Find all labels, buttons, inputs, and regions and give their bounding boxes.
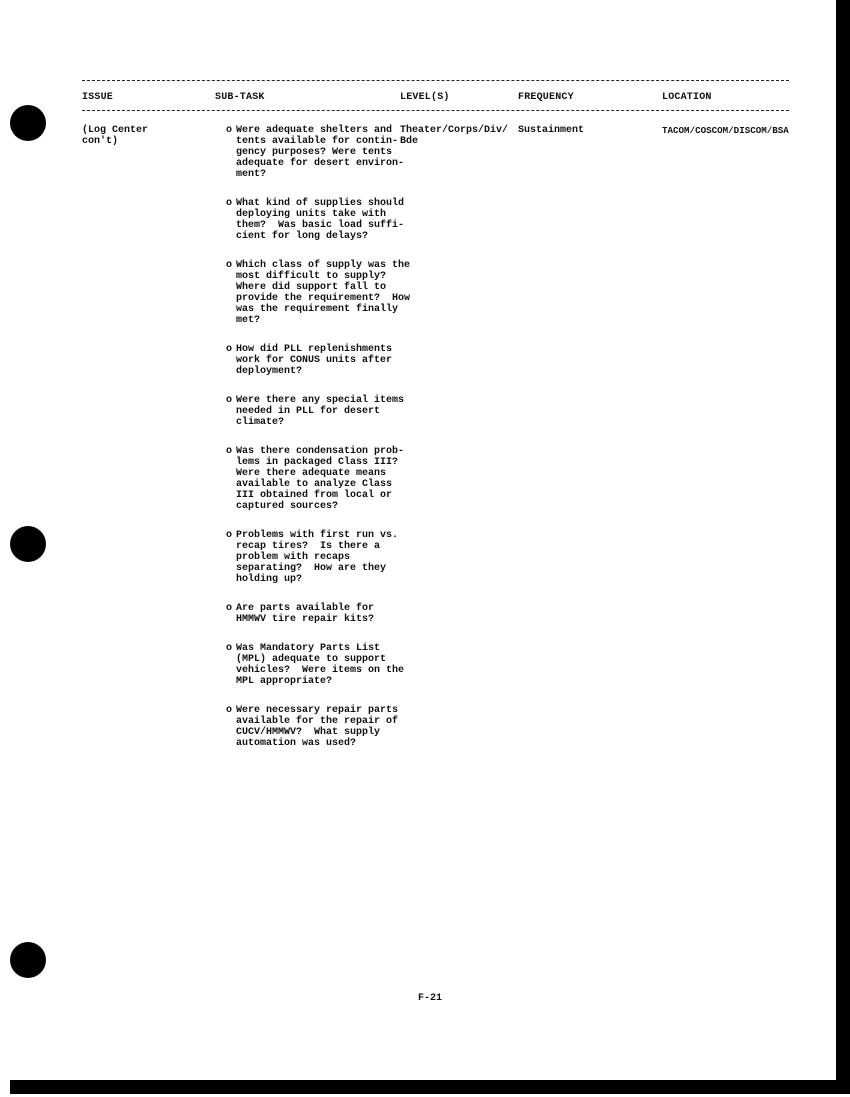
subtask-text: Were adequate shelters and tents available for contin- gency purposes? Were tents adequate for desert environ- ment? (236, 125, 405, 180)
subtask-text: What kind of supplies should deploying units take with them? Was basic load suffi- cient for long delays? (236, 198, 405, 242)
subtask-item (226, 260, 411, 326)
subtask-text: Was there condensation prob- lems in packaged Class III? Were there adequate means available to analyze Class III obtained from local or captured sources? (236, 446, 405, 512)
bullet-marker: o (226, 198, 233, 209)
subtask-item (226, 395, 405, 428)
header-location: LOCATION (662, 92, 712, 103)
subtask-item (226, 530, 399, 585)
subtask-item (226, 643, 405, 687)
subtask-text: Problems with first run vs. recap tires? Is there a problem with recaps separating? How are they holding up? (236, 530, 399, 585)
frequency-cell: Sustainment (518, 125, 585, 136)
subtask-text: Was Mandatory Parts List (MPL) adequate to support vehicles? Were items on the MPL appropriate? (236, 643, 405, 687)
subtask-text: How did PLL replenishments work for CONUS units after deployment? (236, 344, 393, 377)
subtask-list (226, 125, 411, 767)
punch-hole (10, 526, 46, 562)
location-cell: TACOM/COSCOM/DISCOM/BSA (662, 125, 789, 136)
subtask-text: Which class of supply was the most difficult to supply? Where did support fall to provide the requirement? How was the requirement finally met? (236, 260, 411, 326)
subtask-item (226, 344, 396, 377)
punch-hole (10, 942, 46, 978)
subtask-text: Are parts available for HMMWV tire repair kits? (236, 603, 375, 625)
header-subtask: SUB-TASK (215, 92, 265, 103)
table-top-rule (82, 80, 789, 81)
bullet-marker: o (226, 395, 233, 406)
header-issue: ISSUE (82, 92, 114, 103)
bullet-marker: o (226, 530, 233, 541)
bullet-marker: o (226, 260, 233, 271)
subtask-item (226, 198, 405, 242)
bullet-marker: o (226, 603, 233, 614)
issue-cell: (Log Center con't) (82, 125, 149, 147)
punch-hole (10, 105, 46, 141)
table-header-rule (82, 110, 789, 111)
subtask-item (226, 705, 399, 749)
subtask-text: Were necessary repair parts available for the repair of CUCV/HMMWV? What supply automation was used? (236, 705, 399, 749)
bullet-marker: o (226, 344, 233, 355)
header-levels: LEVEL(S) (400, 92, 450, 103)
scan-edge-right (836, 0, 850, 1080)
bullet-marker: o (226, 446, 233, 457)
bullet-marker: o (226, 125, 233, 136)
bullet-marker: o (226, 643, 233, 654)
scan-edge-bottom (10, 1080, 850, 1094)
subtask-item (226, 603, 396, 625)
page-number: F-21 (418, 993, 443, 1004)
subtask-text: Were there any special items needed in PLL for desert climate? (236, 395, 405, 428)
subtask-item (226, 125, 405, 180)
levels-cell: Theater/Corps/Div/ Bde (400, 125, 509, 147)
header-frequency: FREQUENCY (518, 92, 574, 103)
subtask-item (226, 446, 405, 512)
bullet-marker: o (226, 705, 233, 716)
